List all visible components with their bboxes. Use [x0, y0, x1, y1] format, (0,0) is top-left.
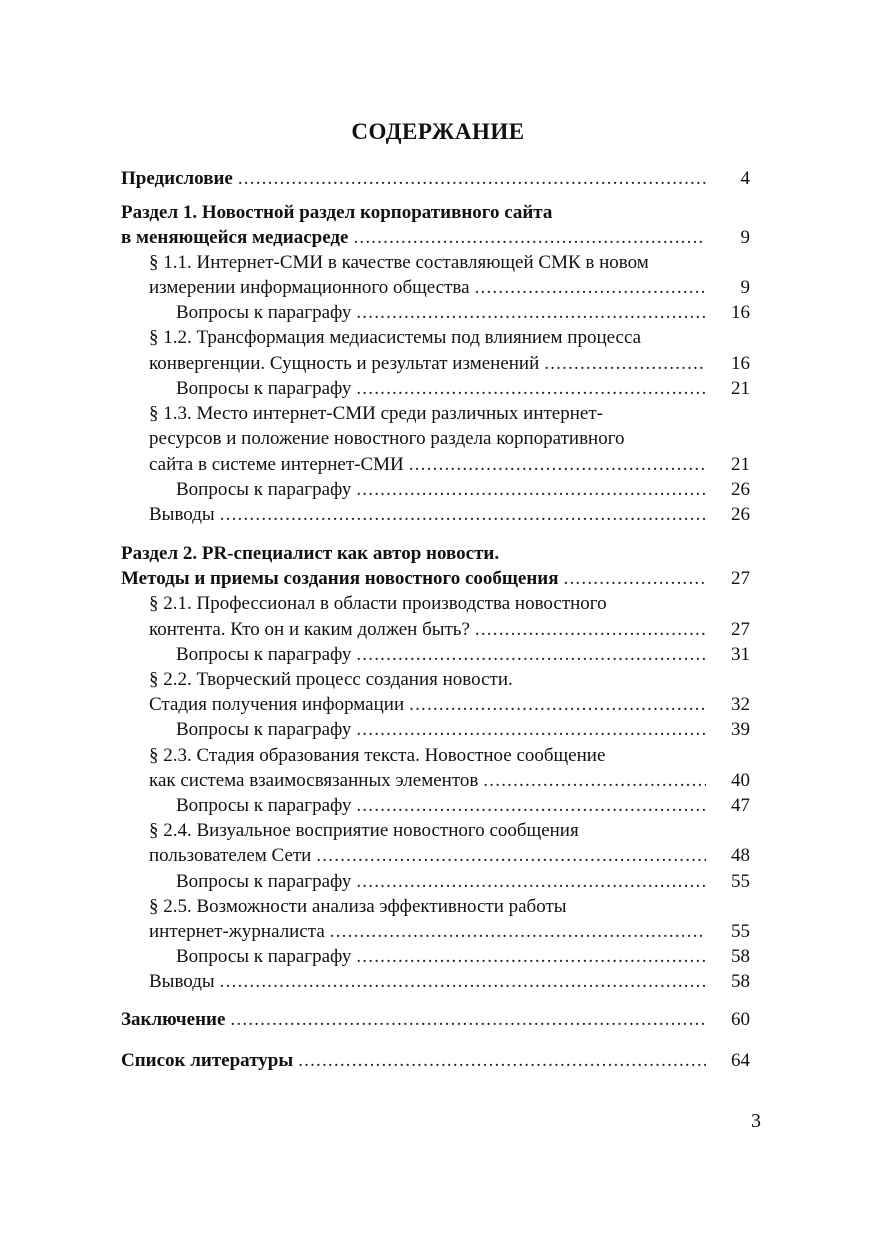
toc-paragraph-2-4-heading[interactable]: [149, 818, 706, 844]
toc-paragraph-2-1[interactable]: [149, 617, 750, 643]
toc-entry-label: Вопросы к параграфу: [176, 644, 352, 665]
toc-entry-preface[interactable]: [121, 166, 750, 192]
toc-page-number: 39: [731, 719, 750, 740]
toc-paragraph-1-3-heading[interactable]: [149, 401, 706, 427]
toc-entry-label: § 2.4. Визуальное восприятие новостного сообщения: [149, 820, 579, 841]
leader-dots: [483, 768, 706, 794]
toc-entry-label: интернет-журналиста: [149, 921, 325, 942]
toc-page-number: 58: [731, 971, 750, 992]
toc-paragraph-1-2[interactable]: [149, 351, 750, 377]
toc-page-number: 4: [740, 168, 750, 189]
toc-paragraph-2-4[interactable]: [149, 843, 750, 869]
toc-page-number: 48: [731, 845, 750, 866]
leader-dots: [475, 617, 706, 643]
toc-paragraph-1-3-heading-cont[interactable]: [149, 426, 706, 452]
toc-page-number: 27: [731, 568, 750, 589]
toc-questions-2-1[interactable]: [176, 642, 750, 668]
leader-dots: [238, 166, 706, 192]
toc-page-number: 26: [731, 479, 750, 500]
toc-entry-label: Вопросы к параграфу: [176, 378, 352, 399]
toc-page-number: 9: [740, 277, 750, 298]
toc-page-number: 58: [731, 946, 750, 967]
leader-dots: [356, 376, 706, 402]
toc-entry-label: Выводы: [149, 504, 215, 525]
toc-entry-label: Вопросы к параграфу: [176, 871, 352, 892]
toc-questions-1-1[interactable]: [176, 300, 750, 326]
leader-dots: [316, 843, 706, 869]
toc-entry-label: Выводы: [149, 971, 215, 992]
toc-entry-label: Вопросы к параграфу: [176, 795, 352, 816]
toc-entry-label: Раздел 1. Новостной раздел корпоративного сайта: [121, 202, 553, 223]
toc-paragraph-2-5-heading[interactable]: [149, 894, 706, 920]
leader-dots: [230, 1007, 706, 1033]
toc-entry-label: сайта в системе интернет-СМИ: [149, 454, 404, 475]
toc-entry-label: § 2.3. Стадия образования текста. Новостное сообщение: [149, 745, 606, 766]
toc-entry-label: Список литературы: [121, 1050, 294, 1071]
leader-dots: [356, 477, 706, 503]
toc-section-1[interactable]: [121, 225, 750, 251]
toc-page-number: 16: [731, 302, 750, 323]
toc-conclusions-1[interactable]: [149, 502, 750, 528]
toc-paragraph-2-1-heading[interactable]: [149, 591, 706, 617]
toc-entry-label: Методы и приемы создания новостного сообщения: [121, 568, 559, 589]
toc-page-number: 9: [740, 227, 750, 248]
toc-page-number: 60: [731, 1009, 750, 1030]
leader-dots: [330, 919, 706, 945]
toc-paragraph-2-2[interactable]: [149, 692, 750, 718]
toc-paragraph-1-1[interactable]: [149, 275, 750, 301]
leader-dots: [356, 793, 706, 819]
toc-entry-label: ресурсов и положение новостного раздела корпоративного: [149, 428, 625, 449]
toc-page-number: 55: [731, 921, 750, 942]
toc-page-number: 64: [731, 1050, 750, 1071]
leader-dots: [356, 300, 706, 326]
toc-entry-label: Вопросы к параграфу: [176, 946, 352, 967]
toc-entry-label: Вопросы к параграфу: [176, 479, 352, 500]
toc-page-number: 55: [731, 871, 750, 892]
toc-entry-label: контента. Кто он и каким должен быть?: [149, 619, 470, 640]
leader-dots: [356, 869, 706, 895]
toc-entry-label: § 1.3. Место интернет-СМИ среди различных интернет-: [149, 403, 603, 424]
toc-page-number: 40: [731, 770, 750, 791]
toc-paragraph-2-5[interactable]: [149, 919, 750, 945]
toc-entry-label: измерении информационного общества: [149, 277, 470, 298]
toc-entry-label: § 2.1. Профессионал в области производства новостного: [149, 593, 607, 614]
toc-page-number: 26: [731, 504, 750, 525]
toc-questions-2-3[interactable]: [176, 793, 750, 819]
leader-dots: [356, 642, 706, 668]
toc-questions-1-3[interactable]: [176, 477, 750, 503]
toc-entry-label: Вопросы к параграфу: [176, 719, 352, 740]
toc-entry-label: Вопросы к параграфу: [176, 302, 352, 323]
toc-entry-references[interactable]: [121, 1048, 750, 1074]
toc-questions-2-2[interactable]: [176, 717, 750, 743]
toc-page-number: 31: [731, 644, 750, 665]
toc-page-number: 16: [731, 353, 750, 374]
toc-entry-label: § 2.2. Творческий процесс создания новости.: [149, 669, 513, 690]
toc-paragraph-2-3[interactable]: [149, 768, 750, 794]
toc-page-number: 32: [731, 694, 750, 715]
leader-dots: [353, 225, 706, 251]
leader-dots: [409, 692, 706, 718]
page-number: 3: [751, 1110, 761, 1132]
toc-page-number: 47: [731, 795, 750, 816]
toc-entry-label: Раздел 2. PR-специалист как автор новости.: [121, 543, 500, 564]
toc-entry-label: конвергенции. Сущность и результат изменений: [149, 353, 540, 374]
toc-paragraph-2-2-heading[interactable]: [149, 667, 706, 693]
toc-entry-label: в меняющейся медиасреде: [121, 227, 349, 248]
page-title: СОДЕРЖАНИЕ: [351, 119, 525, 144]
toc-paragraph-1-3[interactable]: [149, 452, 750, 478]
toc-questions-2-4[interactable]: [176, 869, 750, 895]
toc-section-2[interactable]: [121, 566, 750, 592]
toc-entry-label: пользователем Сети: [149, 845, 312, 866]
leader-dots: [298, 1048, 706, 1074]
toc-section-1-heading[interactable]: [121, 200, 706, 226]
leader-dots: [409, 452, 706, 478]
toc-conclusions-2[interactable]: [149, 969, 750, 995]
leader-dots: [356, 717, 706, 743]
toc-entry-label: Стадия получения информации: [149, 694, 405, 715]
toc-questions-2-5[interactable]: [176, 944, 750, 970]
toc-entry-conclusion[interactable]: [121, 1007, 750, 1033]
leader-dots: [356, 944, 706, 970]
toc-entry-label: § 1.1. Интернет-СМИ в качестве составляющей СМК в новом: [149, 252, 649, 273]
leader-dots: [220, 969, 706, 995]
leader-dots: [544, 351, 706, 377]
leader-dots: [564, 566, 706, 592]
toc-paragraph-1-2-heading[interactable]: [149, 325, 706, 351]
toc-entry-label: § 2.5. Возможности анализа эффективности работы: [149, 896, 567, 917]
toc-entry-label: Предисловие: [121, 168, 233, 189]
toc-entry-label: Заключение: [121, 1009, 226, 1030]
toc-paragraph-1-1-heading[interactable]: [149, 250, 706, 276]
toc-page-number: 27: [731, 619, 750, 640]
toc-page-number: 21: [731, 454, 750, 475]
toc-entry-label: § 1.2. Трансформация медиасистемы под влиянием процесса: [149, 327, 642, 348]
toc-entry-label: как система взаимосвязанных элементов: [149, 770, 479, 791]
toc-section-2-heading[interactable]: [121, 541, 706, 567]
toc-paragraph-2-3-heading[interactable]: [149, 743, 706, 769]
toc-page-number: 21: [731, 378, 750, 399]
leader-dots: [475, 275, 706, 301]
leader-dots: [220, 502, 706, 528]
toc-questions-1-2[interactable]: [176, 376, 750, 402]
